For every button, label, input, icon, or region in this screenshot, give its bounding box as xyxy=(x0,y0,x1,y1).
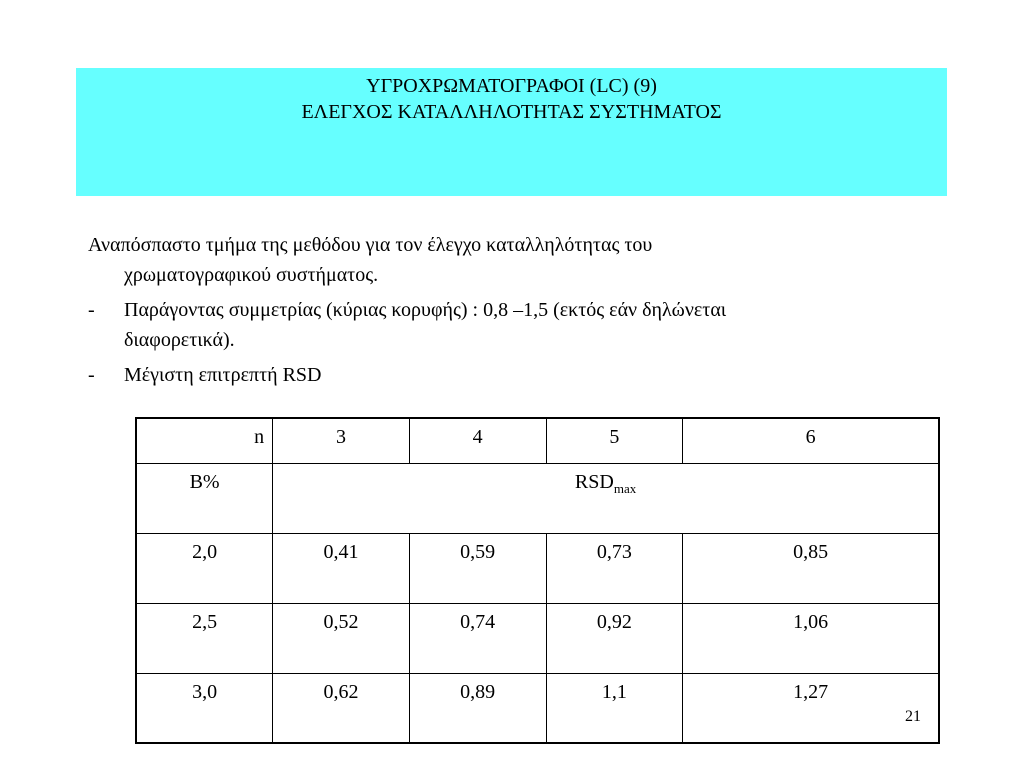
rsd-value-cell: 0,62 xyxy=(273,673,410,743)
bullet-text xyxy=(124,360,948,390)
intro-line2: χρωματογραφικού συστήματος. xyxy=(124,264,379,286)
rsd-value-cell: 0,92 xyxy=(546,603,683,673)
slide-title-line1: ΥΓΡΟΧΡΩΜΑΤΟΓΡΑΦΟΙ (LC) (9) xyxy=(366,75,657,97)
intro-paragraph xyxy=(88,230,948,290)
n-value-cell: 6 xyxy=(683,418,939,463)
rsd-value-cell: 0,41 xyxy=(273,533,410,603)
n-value-cell: 4 xyxy=(409,418,546,463)
slide-body xyxy=(88,230,948,395)
page-number: 21 xyxy=(905,708,921,725)
bullet-item xyxy=(88,360,948,390)
b-percent-cell: 2,5 xyxy=(136,603,273,673)
table-subheader-row xyxy=(136,463,939,533)
rsd-table xyxy=(135,417,940,744)
slide-title-line2: ΕΛΕΓΧΟΣ ΚΑΤΑΛΛΗΛΟΤΗΤΑΣ ΣΥΣΤΗΜΑΤΟΣ xyxy=(301,101,722,123)
rsd-value-cell: 0,89 xyxy=(409,673,546,743)
rsd-value-cell: 1,27 xyxy=(683,673,939,743)
b-percent-header-cell: B% xyxy=(136,463,273,533)
rsd-value-cell: 0,59 xyxy=(409,533,546,603)
intro-line1: Αναπόσπαστο τμήμα της μεθόδου για τον έλεγχο καταλληλότητας του xyxy=(88,234,653,256)
rsd-value-cell: 1,1 xyxy=(546,673,683,743)
rsd-max-header-cell xyxy=(273,463,939,533)
rsd-label: RSD xyxy=(574,470,614,493)
rsd-value-cell: 0,73 xyxy=(546,533,683,603)
table-row xyxy=(136,533,939,603)
table-row xyxy=(136,673,939,743)
table-row xyxy=(136,603,939,673)
bullet-line1: Μέγιστη επιτρεπτή RSD xyxy=(124,364,322,386)
n-value-cell: 5 xyxy=(546,418,683,463)
slide-title-box xyxy=(76,68,947,196)
n-header-cell: n xyxy=(136,418,273,463)
rsd-value-cell: 0,85 xyxy=(683,533,939,603)
rsd-subscript: max xyxy=(613,480,637,496)
rsd-value-cell: 0,74 xyxy=(409,603,546,673)
bullet-line1: Παράγοντας συμμετρίας (κύριας κορυφής) : 0,8 –1,5 (εκτός εάν δηλώνεται xyxy=(124,299,727,321)
bullet-dash: - xyxy=(88,299,95,321)
bullet-item xyxy=(88,295,948,355)
n-value-cell: 3 xyxy=(273,418,410,463)
b-percent-cell: 3,0 xyxy=(136,673,273,743)
table-header-row xyxy=(136,418,939,463)
bullet-line2: διαφορετικά). xyxy=(124,329,235,351)
b-percent-cell: 2,0 xyxy=(136,533,273,603)
rsd-value-cell: 0,52 xyxy=(273,603,410,673)
rsd-value-cell: 1,06 xyxy=(683,603,939,673)
bullet-text xyxy=(124,295,948,355)
bullet-dash: - xyxy=(88,364,95,386)
